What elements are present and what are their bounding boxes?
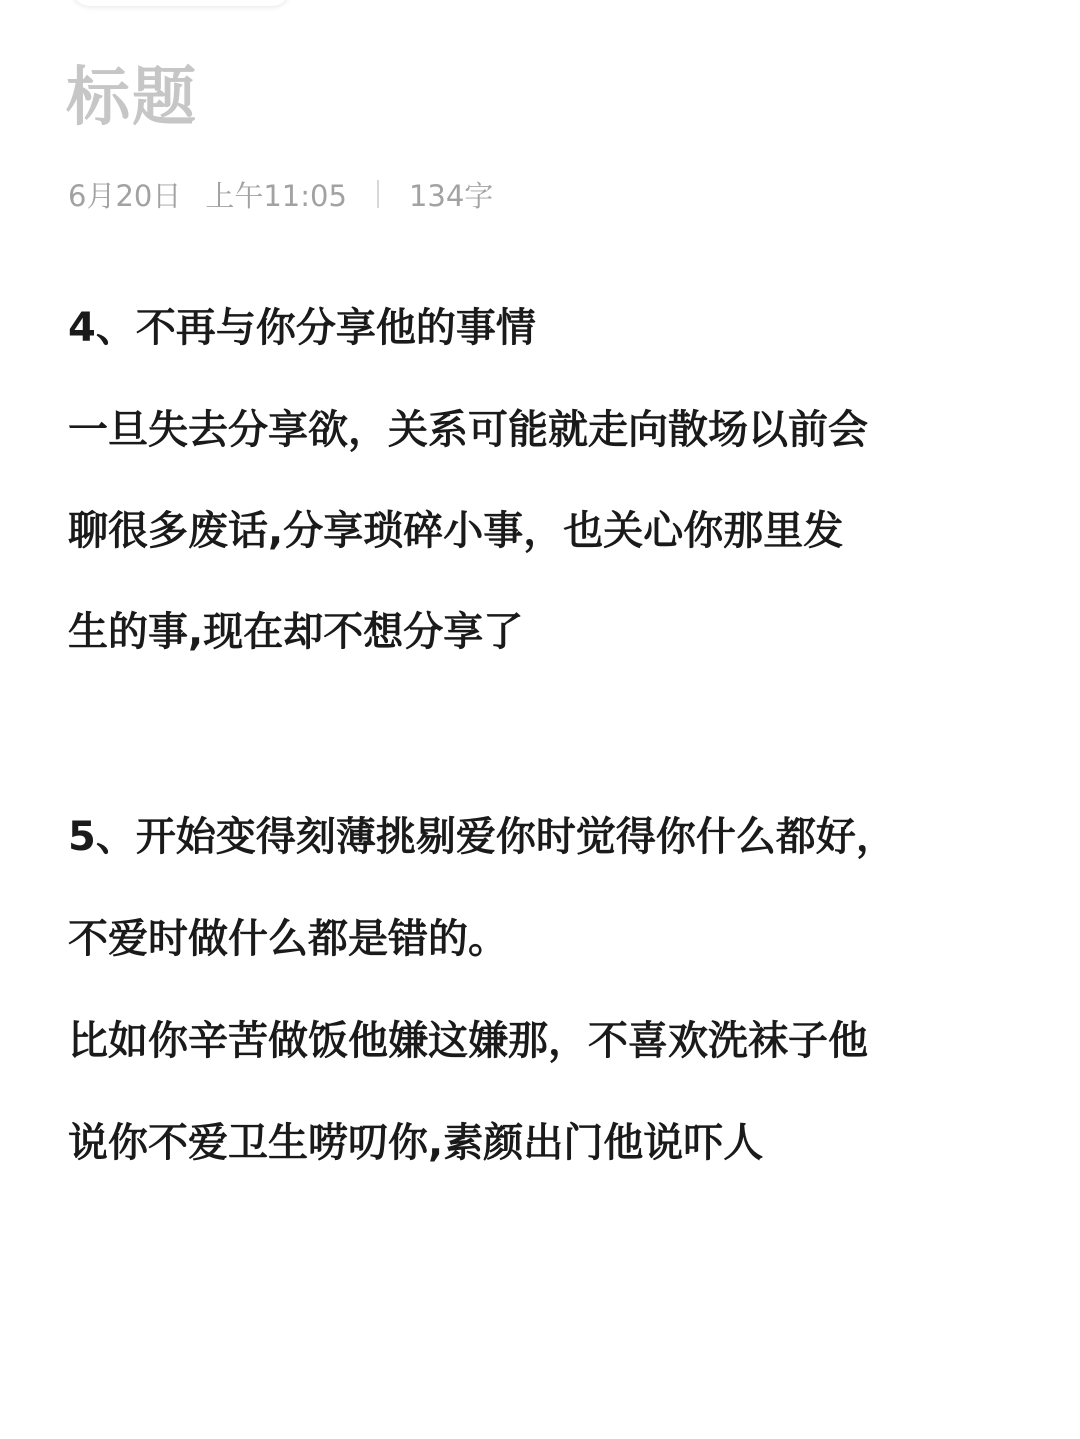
body-line: 比如你辛苦做饭他嫌这嫌那，不喜欢洗袜子他 (68, 1018, 868, 1064)
body-line: 4、不再与你分享他的事情 (68, 305, 536, 351)
meta-divider (377, 180, 379, 208)
note-date: 6月20日 (68, 178, 182, 213)
note-meta (68, 174, 493, 214)
note-time: 上午11:05 (205, 178, 347, 213)
note-title[interactable]: 标题 (66, 61, 198, 135)
body-line: 说你不爱卫生唠叨你,素颜出门他说吓人 (68, 1120, 764, 1166)
body-line: 不爱时做什么都是错的。 (68, 916, 508, 962)
word-count: 134字 (408, 178, 494, 213)
body-line: 聊很多废话,分享琐碎小事，也关心你那里发 (68, 508, 844, 554)
top-toolbar-pill[interactable] (72, 0, 290, 6)
body-line: 一旦失去分享欲，关系可能就走向散场以前会 (68, 407, 868, 453)
body-line: 生的事,现在却不想分享了 (68, 609, 524, 655)
body-line: 5、开始变得刻薄挑剔爱你时觉得你什么都好， (68, 814, 896, 860)
